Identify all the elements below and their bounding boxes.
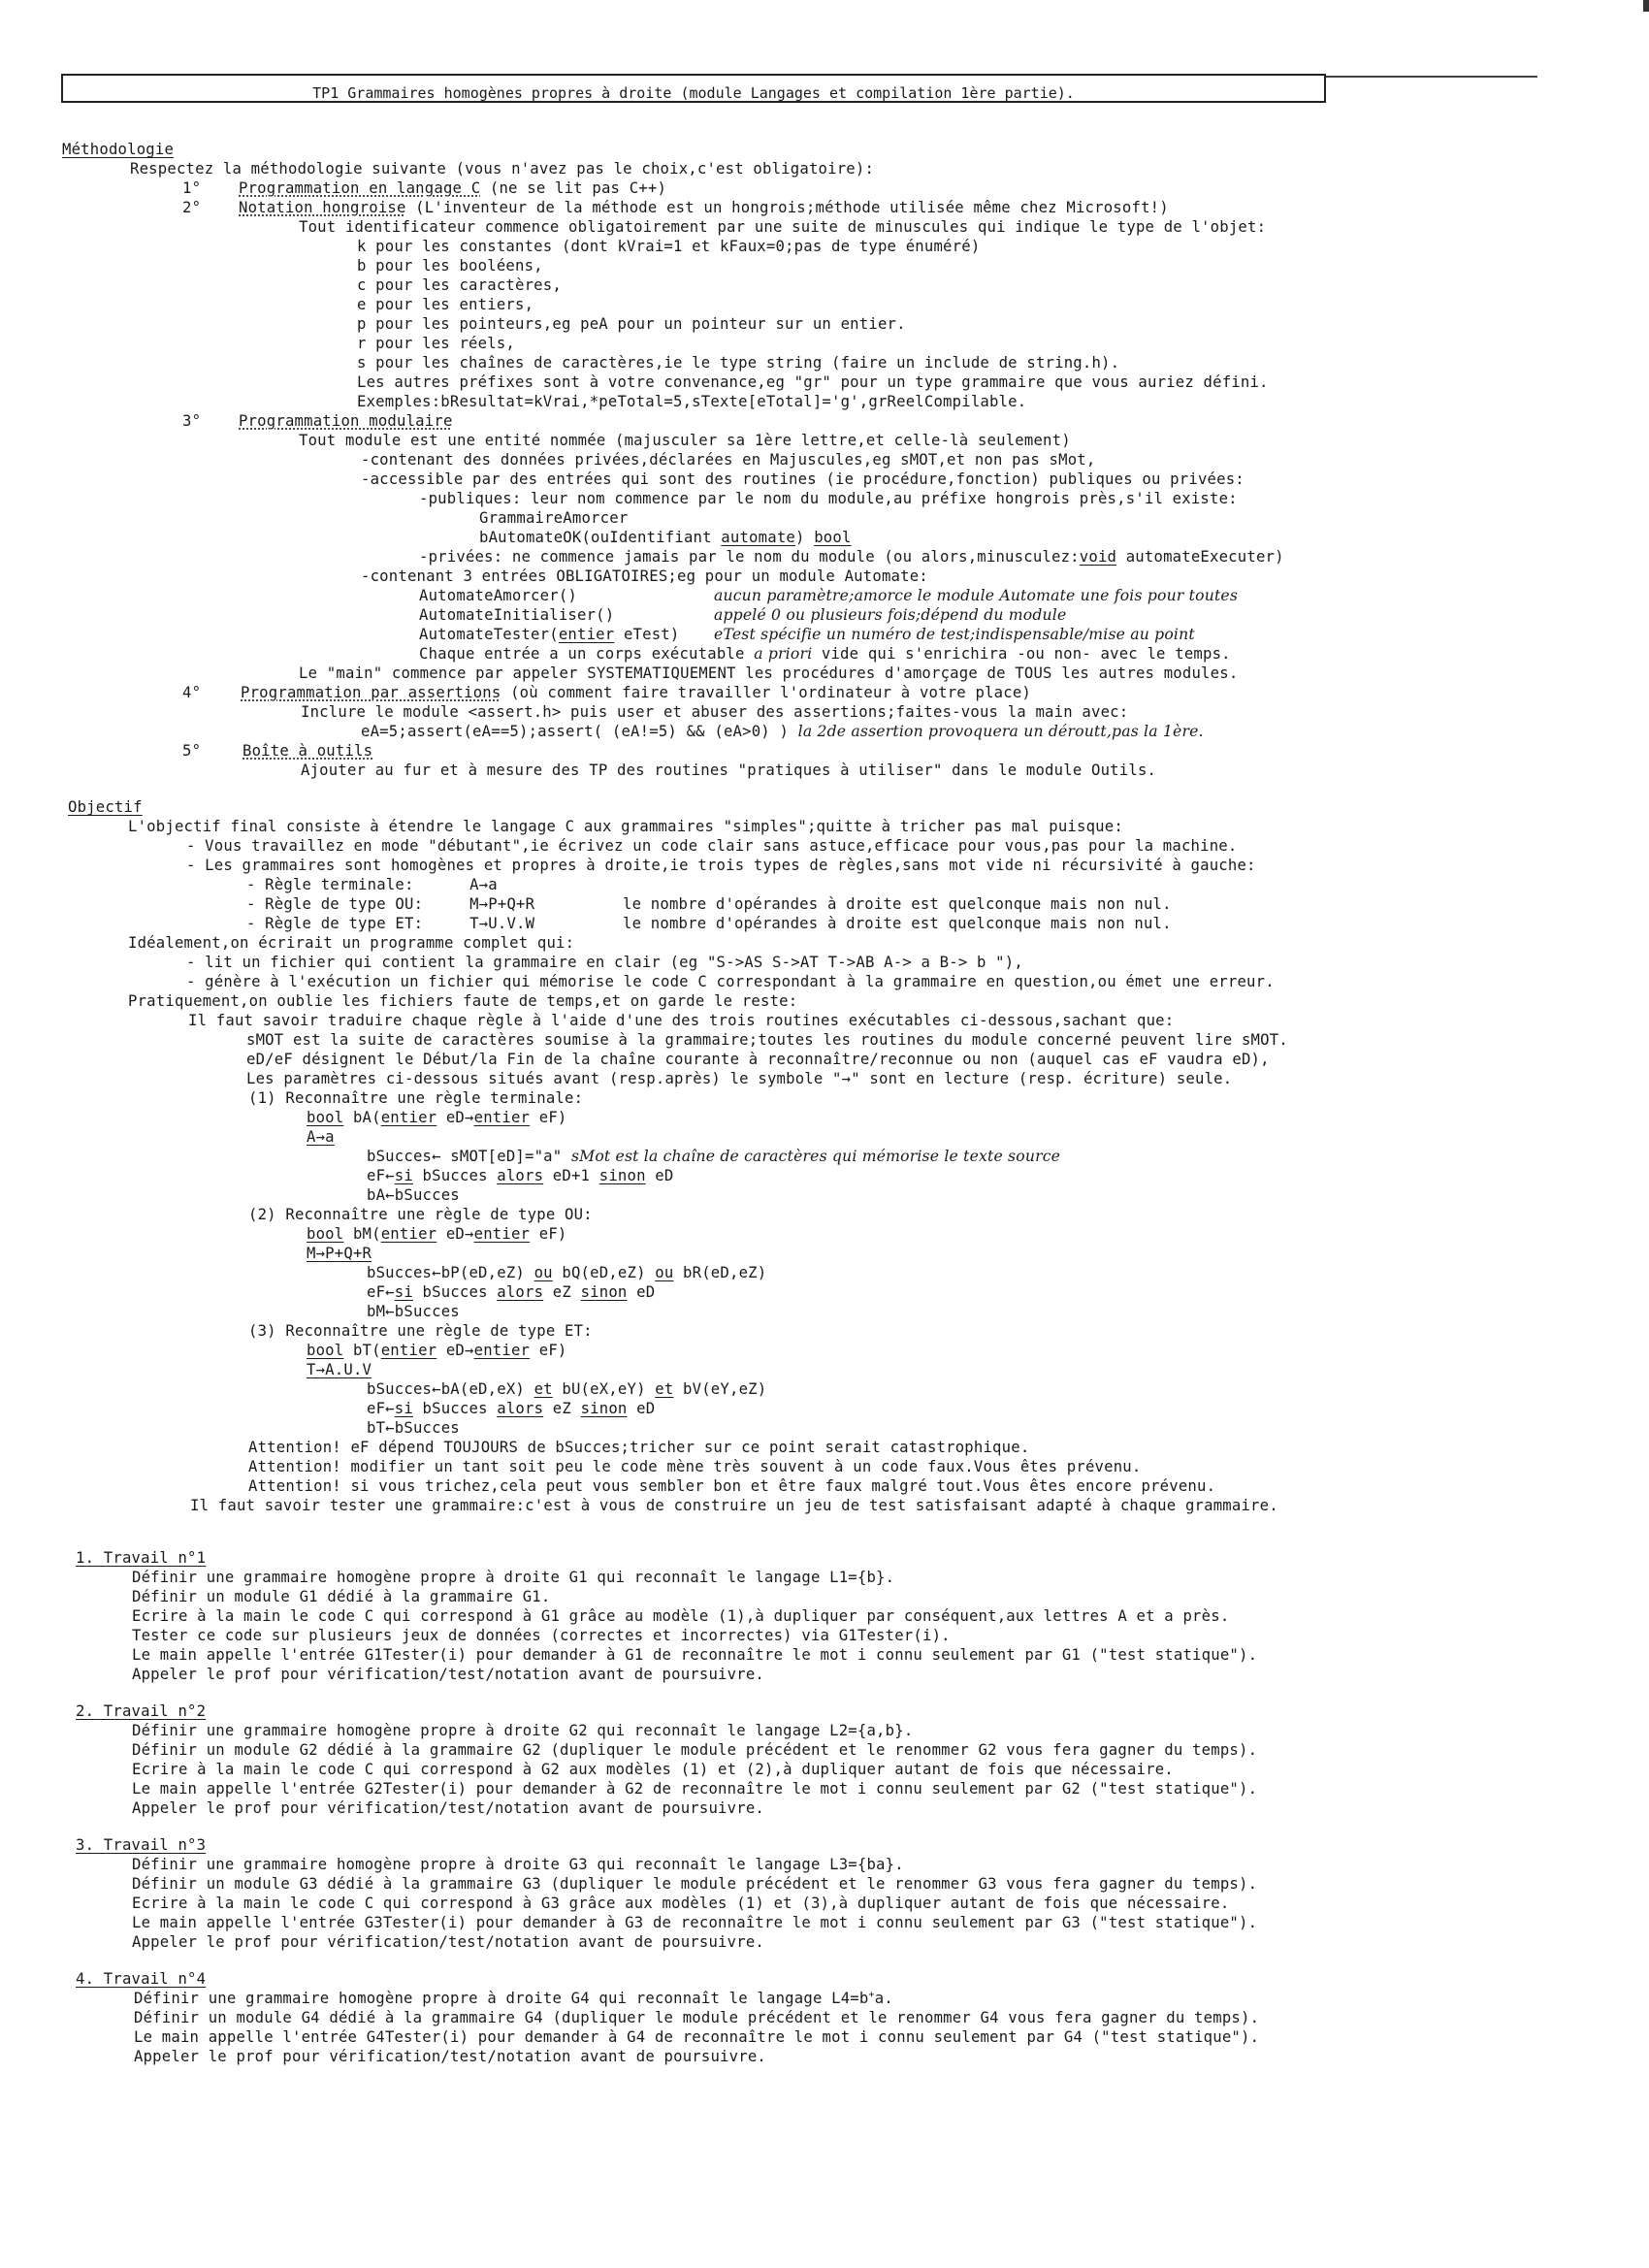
- travail-line: Définir une grammaire homogène propre à droite G1 qui reconnaît le langage L1={b}.: [132, 1569, 895, 1586]
- modular-line: Tout module est une entité nommée (majusculer sa 1ère lettre,et celle-là seulement): [299, 432, 1071, 449]
- objectif-line: sMOT est la suite de caractères soumise à la grammaire;toutes les routines du module concerné peuvent lire sMOT.: [246, 1031, 1288, 1049]
- methodo-item-4: [241, 683, 1031, 702]
- travail-line: Le main appelle l'entrée G2Tester(i) pour demander à G2 de reconnaître le mot i connu seulement par G2 ("test statique").: [132, 1780, 1258, 1798]
- hungarian-line: b pour les booléens,: [357, 257, 543, 275]
- routine-heading: (2) Reconnaître une règle de type OU:: [248, 1206, 593, 1223]
- entry-note: eTest spécifie un numéro de test;indispensable/mise au point: [714, 626, 1195, 643]
- hungarian-line: r pour les réels,: [357, 335, 515, 352]
- routine-body: [367, 1263, 766, 1282]
- keyword: si: [394, 1283, 413, 1301]
- code-text: eD+1: [543, 1167, 599, 1184]
- assert-line: [361, 722, 1204, 741]
- methodo-item-2-rest: (L'inventeur de la méthode est un hongrois;méthode utilisée même chez Microsoft!): [405, 199, 1169, 216]
- keyword: entier: [473, 1342, 531, 1359]
- routine-body: [367, 1399, 655, 1418]
- entry-name: [419, 625, 679, 644]
- title-box: [61, 74, 1326, 103]
- code-text: bT(: [343, 1342, 381, 1359]
- hungarian-line: Les autres préfixes sont à votre convenance,eg "gr" pour un type grammaire que vous auriez défini.: [357, 373, 1269, 391]
- keyword: alors: [497, 1283, 544, 1301]
- routine-rule: A→a: [307, 1128, 335, 1146]
- keyword: ou: [534, 1264, 553, 1281]
- routine-body: [367, 1282, 655, 1302]
- code-text: bSucces: [412, 1167, 498, 1184]
- routine-body: bM←bSucces: [367, 1303, 460, 1320]
- keyword: void: [1079, 548, 1117, 566]
- code-text: vide qui s'enrichira -ou non- avec le temps.: [812, 645, 1231, 663]
- code-text: Définir une grammaire homogène propre à droite G4 qui reconnaît le langage L4=b: [134, 1990, 869, 2007]
- objectif-line: eD/eF désignent le Début/la Fin de la chaîne courante à reconnaître/reconnue ou non (auquel cas eF vaudra eD),: [246, 1051, 1270, 1068]
- hungarian-line: e pour les entiers,: [357, 296, 534, 313]
- methodo-intro: Respectez la méthodologie suivante (vous n'avez pas le choix,c'est obligatoire):: [130, 160, 875, 178]
- keyword: sinon: [580, 1283, 628, 1301]
- modular-line: -contenant 3 entrées OBLIGATOIRES;eg pour un module Automate:: [361, 567, 928, 585]
- code-text: Chaque entrée a un corps exécutable: [419, 645, 755, 663]
- keyword: entier: [380, 1109, 437, 1126]
- keyword: alors: [497, 1400, 544, 1417]
- code-text: eD: [627, 1283, 656, 1301]
- handwritten-note: la 2de assertion provoquera un déroutt,pas la 1ère.: [797, 723, 1204, 740]
- keyword: ou: [655, 1264, 674, 1281]
- methodo-item-2-title: Notation hongroise: [239, 199, 406, 216]
- modular-line: -publiques: leur nom commence par le nom du module,au préfixe hongrois près,s'il existe:: [419, 490, 1238, 507]
- superscript: +: [868, 1989, 875, 2000]
- keyword: si: [394, 1400, 413, 1417]
- objectif-line: Idéalement,on écrirait un programme complet qui:: [128, 934, 575, 952]
- travail-line: Définir un module G4 dédié à la grammaire G4 (dupliquer le module précédent et le renommer G4 vous fera gagner du temps).: [134, 2009, 1260, 2026]
- travail-line: Appeler le prof pour vérification/test/notation avant de poursuivre.: [132, 1933, 764, 1951]
- keyword: entier: [380, 1225, 437, 1243]
- routine-signature: [307, 1108, 567, 1127]
- code-text: automateExecuter): [1116, 548, 1284, 566]
- modular-line: Le "main" commence par appeler SYSTEMATIQUEMENT les procédures d'amorçage de TOUS les autres modules.: [299, 664, 1239, 682]
- keyword: bool: [307, 1225, 344, 1243]
- code-text: eZ: [543, 1283, 581, 1301]
- code-text: eD→: [436, 1109, 474, 1126]
- entry-note: aucun paramètre;amorce le module Automate une fois pour toutes: [714, 587, 1239, 604]
- travail-4-heading: 4. Travail n°4: [76, 1970, 207, 1988]
- entry-name: AutomateInitialiser(): [419, 606, 615, 624]
- methodo-item-5-title: Boîte à outils: [242, 742, 373, 760]
- travail-3-heading: 3. Travail n°3: [76, 1836, 207, 1854]
- methodo-item-1: [239, 178, 666, 198]
- keyword: entier: [558, 626, 615, 643]
- objectif-heading: Objectif: [68, 798, 143, 816]
- entry-name: AutomateAmorcer(): [419, 587, 577, 604]
- methodo-item-2-num: 2°: [182, 199, 202, 216]
- rule-note: le nombre d'opérandes à droite est quelconque mais non nul.: [623, 895, 1172, 913]
- rule-type: - Règle de type ET: T→U.V.W: [246, 915, 535, 932]
- routine-signature: [307, 1224, 567, 1244]
- toolbox-line: Ajouter au fur et à mesure des TP des routines "pratiques à utiliser" dans le module Outils.: [301, 761, 1157, 779]
- travail-line: Définir une grammaire homogène propre à droite G2 qui reconnaît le langage L2={a,b}.: [132, 1722, 914, 1739]
- keyword: bool: [307, 1342, 344, 1359]
- code-text: eZ: [543, 1400, 581, 1417]
- handwritten-note: sMot est la chaîne de caractères qui mémorise le texte source: [570, 1148, 1061, 1165]
- code-text: bSucces: [412, 1400, 498, 1417]
- code-text: AutomateTester(: [419, 626, 559, 643]
- routine-heading: (3) Reconnaître une règle de type ET:: [248, 1322, 593, 1340]
- code-text: eD→: [436, 1342, 474, 1359]
- travail-line: Le main appelle l'entrée G4Tester(i) pour demander à G4 de reconnaître le mot i connu seulement par G4 ("test statique").: [134, 2028, 1260, 2046]
- travail-line: Définir un module G2 dédié à la grammaire G2 (dupliquer le module précédent et le renommer G2 vous fera gagner du temps).: [132, 1741, 1258, 1759]
- code-text: a.: [874, 1990, 893, 2007]
- travail-line: Définir un module G1 dédié à la grammaire G1.: [132, 1588, 551, 1605]
- objectif-line: - génère à l'exécution un fichier qui mémorise le code C correspondant à la grammaire en question,ou émet une erreur.: [186, 973, 1275, 990]
- routine-rule: M→P+Q+R: [307, 1245, 372, 1262]
- code-text: eTest): [614, 626, 680, 643]
- code-text: eD: [627, 1400, 656, 1417]
- hungarian-line: p pour les pointeurs,eg peA pour un pointeur sur un entier.: [357, 315, 906, 333]
- methodo-item-1-title: Programmation en langage C: [239, 179, 481, 197]
- hungarian-line: c pour les caractères,: [357, 276, 562, 294]
- code-text: eF): [530, 1225, 567, 1243]
- title-rule-extension: [1326, 76, 1537, 78]
- warning-line: Attention! eF dépend TOUJOURS de bSucces;tricher sur ce point serait catastrophique.: [248, 1439, 1030, 1456]
- travail-line: Ecrire à la main le code C qui correspond à G2 aux modèles (1) et (2),à dupliquer autant de fois que nécessaire.: [132, 1761, 1174, 1778]
- code-text: eF): [530, 1109, 567, 1126]
- travail-2-heading: 2. Travail n°2: [76, 1702, 207, 1720]
- methodo-item-2: [239, 198, 1169, 217]
- code-text: bSucces← sMOT[eD]="a": [367, 1148, 571, 1165]
- routine-signature: [307, 1341, 567, 1360]
- routine-body: bA←bSucces: [367, 1186, 460, 1204]
- modular-line: -accessible par des entrées qui sont des routines (ie procédure,fonction) publiques ou privées:: [361, 470, 1245, 488]
- routine-body: bT←bSucces: [367, 1419, 460, 1437]
- methodo-item-3-num: 3°: [182, 412, 202, 430]
- travail-line: Le main appelle l'entrée G3Tester(i) pour demander à G3 de reconnaître le mot i connu seulement par G3 ("test statique").: [132, 1914, 1258, 1931]
- objectif-line: Il faut savoir traduire chaque règle à l'aide d'une des trois routines exécutables ci-dessous,sachant que:: [188, 1012, 1175, 1029]
- rule-type: - Règle terminale: A→a: [246, 876, 498, 893]
- keyword: bool: [814, 529, 852, 546]
- rule-note: le nombre d'opérandes à droite est quelconque mais non nul.: [623, 915, 1172, 932]
- keyword: entier: [473, 1225, 531, 1243]
- routine-body: [367, 1147, 1060, 1166]
- assert-line: Inclure le module <assert.h> puis user et abuser des assertions;faites-vous la main avec:: [301, 703, 1129, 721]
- travail-line: Appeler le prof pour vérification/test/notation avant de poursuivre.: [132, 1799, 764, 1817]
- routine-rule: T→A.U.V: [307, 1361, 372, 1378]
- scan-edge-mark: [1643, 0, 1649, 12]
- objectif-line: Les paramètres ci-dessous situés avant (resp.après) le symbole "→" sont en lecture (resp. écriture) seule.: [246, 1070, 1233, 1087]
- travail-line: Ecrire à la main le code C qui correspond à G3 grâce aux modèles (1) et (3),à dupliquer autant de fois que nécessaire.: [132, 1895, 1230, 1912]
- italic-text: a priori: [754, 645, 813, 663]
- methodo-heading: Méthodologie: [62, 141, 175, 158]
- methodo-item-4-title: Programmation par assertions: [241, 684, 501, 701]
- methodo-item-4-num: 4°: [182, 684, 202, 701]
- hungarian-line: Exemples:bResultat=kVrai,*peTotal=5,sTexte[eTotal]='g',grReelCompilable.: [357, 393, 1027, 410]
- keyword: sinon: [598, 1167, 646, 1184]
- code-text: bM(: [343, 1225, 381, 1243]
- warning-line: Attention! modifier un tant soit peu le code mène très souvent à un code faux.Vous êtes prévenu.: [248, 1458, 1142, 1475]
- entry-note: appelé 0 ou plusieurs fois;dépend du module: [714, 606, 1067, 624]
- methodo-item-1-num: 1°: [182, 179, 202, 197]
- travail-1-heading: 1. Travail n°1: [76, 1549, 207, 1567]
- modular-line: -contenant des données privées,déclarées en Majuscules,eg sMOT,et non pas sMot,: [361, 451, 1096, 469]
- code-text: bQ(eD,eZ): [552, 1264, 656, 1281]
- objectif-line: - lit un fichier qui contient la grammaire en clair (eg "S->AS S->AT T->AB A-> a B-> b "),: [186, 954, 1023, 971]
- code-text: eF): [530, 1342, 567, 1359]
- code-text: bSucces: [412, 1283, 498, 1301]
- code-text: eA=5;assert(eA==5);assert( (eA!=5) && (eA>0) ): [361, 723, 798, 740]
- travail-line: Définir un module G3 dédié à la grammaire G3 (dupliquer le module précédent et le renommer G3 vous fera gagner du temps).: [132, 1875, 1258, 1893]
- rule-type: - Règle de type OU: M→P+Q+R: [246, 895, 535, 913]
- hungarian-line: Tout identificateur commence obligatoirement par une suite de minuscules qui indique le type de l'objet:: [299, 218, 1267, 236]
- document-title: TP1 Grammaires homogènes propres à droite (module Langages et compilation 1ère partie).: [312, 84, 1075, 102]
- code-text: eF←: [367, 1400, 395, 1417]
- objectif-line: - Les grammaires sont homogènes et propres à droite,ie trois types de règles,sans mot vide ni récursivité à gauche:: [186, 857, 1256, 874]
- modular-line: [419, 644, 1231, 664]
- keyword: automate: [721, 529, 796, 546]
- code-text: ): [795, 529, 815, 546]
- keyword: alors: [497, 1167, 544, 1184]
- code-text: bU(eX,eY): [552, 1380, 656, 1398]
- code-text: eD→: [436, 1225, 474, 1243]
- keyword: sinon: [580, 1400, 628, 1417]
- methodo-item-5-num: 5°: [182, 742, 202, 760]
- travail-line: Le main appelle l'entrée G1Tester(i) pour demander à G1 de reconnaître le mot i connu seulement par G1 ("test statique").: [132, 1646, 1258, 1664]
- objectif-line: Il faut savoir tester une grammaire:c'est à vous de construire un jeu de test satisfaisant adapté à chaque grammaire.: [190, 1497, 1278, 1514]
- code-text: bSucces←bA(eD,eX): [367, 1380, 534, 1398]
- objectif-line: L'objectif final consiste à étendre le langage C aux grammaires "simples";quitte à tricher pas mal puisque:: [128, 818, 1123, 835]
- modular-line: [479, 528, 852, 547]
- keyword: et: [655, 1380, 674, 1398]
- travail-line: Appeler le prof pour vérification/test/notation avant de poursuivre.: [134, 2048, 766, 2065]
- keyword: entier: [380, 1342, 437, 1359]
- code-text: bV(eY,eZ): [673, 1380, 767, 1398]
- code-text: eF←: [367, 1167, 395, 1184]
- methodo-item-3-title: Programmation modulaire: [239, 412, 453, 430]
- warning-line: Attention! si vous trichez,cela peut vous sembler bon et être faux malgré tout.Vous êtes encore prévenu.: [248, 1477, 1216, 1495]
- travail-line: Définir une grammaire homogène propre à droite G3 qui reconnaît le langage L3={ba}.: [132, 1856, 904, 1873]
- code-text: eF←: [367, 1283, 395, 1301]
- routine-heading: (1) Reconnaître une règle terminale:: [248, 1089, 584, 1107]
- methodo-item-1-rest: (ne se lit pas C++): [480, 179, 667, 197]
- code-text: eD: [645, 1167, 674, 1184]
- keyword: et: [534, 1380, 553, 1398]
- code-text: bR(eD,eZ): [673, 1264, 767, 1281]
- travail-line: Tester ce code sur plusieurs jeux de données (correctes et incorrectes) via G1Tester(i).: [132, 1627, 951, 1644]
- hungarian-line: s pour les chaînes de caractères,ie le type string (faire un include de string.h).: [357, 354, 1120, 372]
- objectif-line: Pratiquement,on oublie les fichiers faute de temps,et on garde le reste:: [128, 992, 798, 1010]
- modular-line: [419, 547, 1284, 567]
- travail-line: [134, 1989, 893, 2008]
- code-text: -privées: ne commence jamais par le nom du module (ou alors,minusculez:: [419, 548, 1080, 566]
- objectif-line: - Vous travaillez en mode "débutant",ie écrivez un code clair sans astuce,efficace pour vous,pas pour la machine.: [186, 837, 1238, 855]
- modular-line: GrammaireAmorcer: [479, 509, 629, 527]
- code-text: bSucces←bP(eD,eZ): [367, 1264, 534, 1281]
- travail-line: Appeler le prof pour vérification/test/notation avant de poursuivre.: [132, 1666, 764, 1683]
- routine-body: [367, 1379, 766, 1399]
- code-text: bA(: [343, 1109, 381, 1126]
- hungarian-line: k pour les constantes (dont kVrai=1 et kFaux=0;pas de type énuméré): [357, 238, 981, 255]
- travail-line: Ecrire à la main le code C qui correspond à G1 grâce au modèle (1),à dupliquer par conséquent,aux lettres A et a près.: [132, 1607, 1230, 1625]
- keyword: entier: [473, 1109, 531, 1126]
- code-text: bAutomateOK(ouIdentifiant: [479, 529, 722, 546]
- keyword: si: [394, 1167, 413, 1184]
- keyword: bool: [307, 1109, 344, 1126]
- methodo-item-4-rest: (où comment faire travailler l'ordinateur à votre place): [501, 684, 1032, 701]
- routine-body: [367, 1166, 673, 1185]
